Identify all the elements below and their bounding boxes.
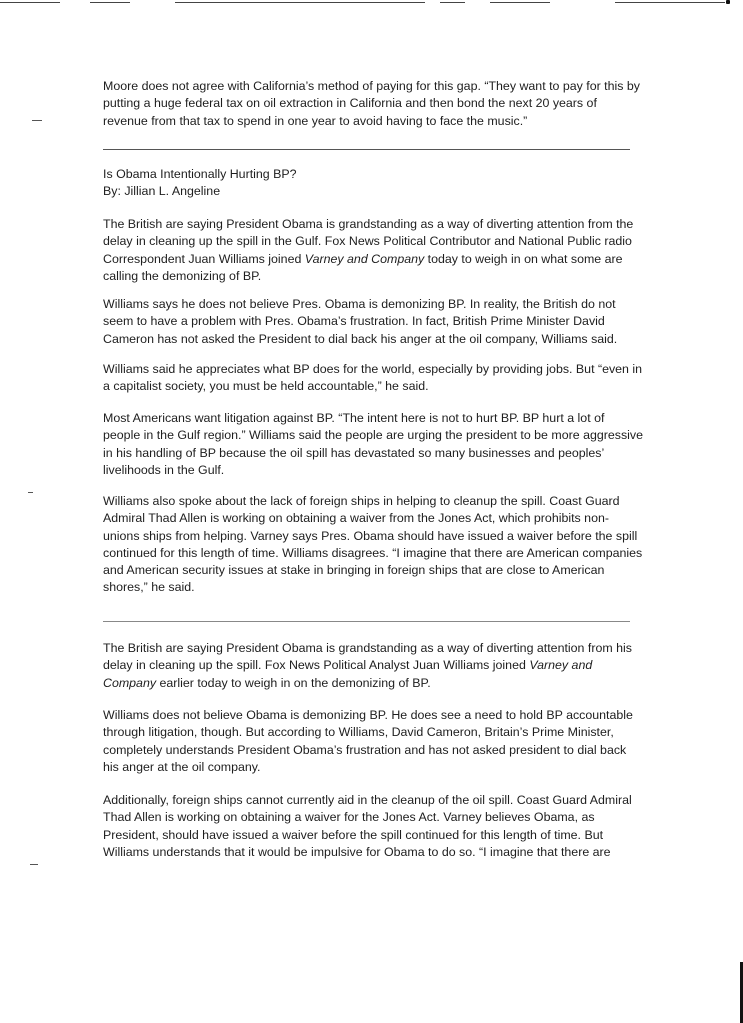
article1-paragraph-2 (103, 296, 643, 348)
article1-paragraph-3 (103, 361, 643, 396)
article1-paragraph-4 (103, 410, 643, 479)
scan-top-line (615, 2, 725, 3)
program-name: Varney and Company (304, 251, 425, 266)
scan-top-line (0, 2, 60, 3)
section-divider (103, 149, 630, 150)
article1-p1-text-a: The British are saying President Obama is grandstanding as a way of diverting attention from the delay in cleaning up the spill in the Gulf. Fox News Political Contributor and National Public radio Correspondent Juan Williams joined (103, 217, 634, 266)
article1-paragraph-5 (103, 493, 643, 597)
margin-mark (28, 492, 33, 493)
article2-p1-text-b: earlier today to weigh in on the demonizing of BP. (156, 675, 431, 690)
intro-paragraph (103, 78, 643, 130)
scan-top-line (175, 2, 425, 3)
article1-byline: By: Jillian L. Angeline (103, 184, 221, 198)
margin-mark (32, 120, 42, 121)
article1-p2-text: Williams says he does not believe Pres. Obama is demonizing BP. In reality, the British do not seem to have a problem with Pres. Obama’s frustration. In fact, British Prime Minister David Cameron has not asked the President to dial back his anger at the oil company, Williams said. (103, 297, 618, 346)
article1-paragraph-1 (103, 216, 643, 285)
intro-text: Moore does not agree with California’s method of paying for this gap. “They want to pay for this by putting a huge federal tax on oil extraction in California and then bond the next 20 years of revenue from that tax to spend in one year to avoid having to face the music.” (103, 79, 640, 128)
article1-p5-text: Williams also spoke about the lack of foreign ships in helping to cleanup the spill. Coast Guard Admiral Thad Allen is working on obtaining a waiver from the Jones Act, which prohibits non-unions ships from helping. Varney says Pres. Obama should have issued a waiver before the spill continued for this length of time. Williams disagrees. “I imagine that there are American companies and American security issues at stake in bringing in foreign ships that are close to American shores,” he said. (103, 494, 643, 595)
article2-paragraph-3 (103, 792, 643, 861)
article2-p3-text: Additionally, foreign ships cannot currently aid in the cleanup of the oil spill. Coast Guard Admiral Thad Allen is working on obtaining a waiver for the Jones Act. Varney believes Obama, as President, should have issued a waiver before the spill continued for this length of time. But Williams understands that it would be impulsive for Obama to do so. “I imagine that there are (103, 793, 632, 859)
article2-paragraph-1 (103, 640, 643, 692)
article1-header (103, 166, 643, 200)
article1-p1-text-b: today to weigh in on what some are calling the demonizing of BP. (103, 251, 623, 283)
program-name: Varney and Company (103, 658, 593, 690)
article1-p3-text: Williams said he appreciates what BP does for the world, especially by providing jobs. But “even in a capitalist society, you must be held accountable,” he said. (103, 362, 643, 394)
scan-top-line (90, 2, 130, 3)
margin-mark (30, 864, 38, 865)
section-divider (103, 621, 630, 622)
article2-p2-text: Williams does not believe Obama is demonizing BP. He does see a need to hold BP accountable through litigation, though. But according to Williams, David Cameron, Britain’s Prime Minister, completely understands President Obama’s frustration and has not asked president to dial back his anger at the oil company. (103, 708, 633, 774)
article1-title: Is Obama Intentionally Hurting BP? (103, 167, 297, 181)
article1-p4-text: Most Americans want litigation against BP. “The intent here is not to hurt BP. BP hurt a lot of people in the Gulf region.” Williams said the people are urging the president to be more aggressive in his handling of BP because the oil spill has devastated so many businesses and peoples’ livelihoods in the Gulf. (103, 411, 643, 477)
scan-dot (726, 0, 730, 4)
scan-top-line (440, 2, 465, 3)
article2-p1-text-a: The British are saying President Obama is grandstanding as a way of diverting attention from his delay in cleaning up the spill. Fox News Political Analyst Juan Williams joined (103, 641, 632, 673)
scan-top-line (490, 2, 550, 3)
article2-paragraph-2 (103, 707, 643, 776)
